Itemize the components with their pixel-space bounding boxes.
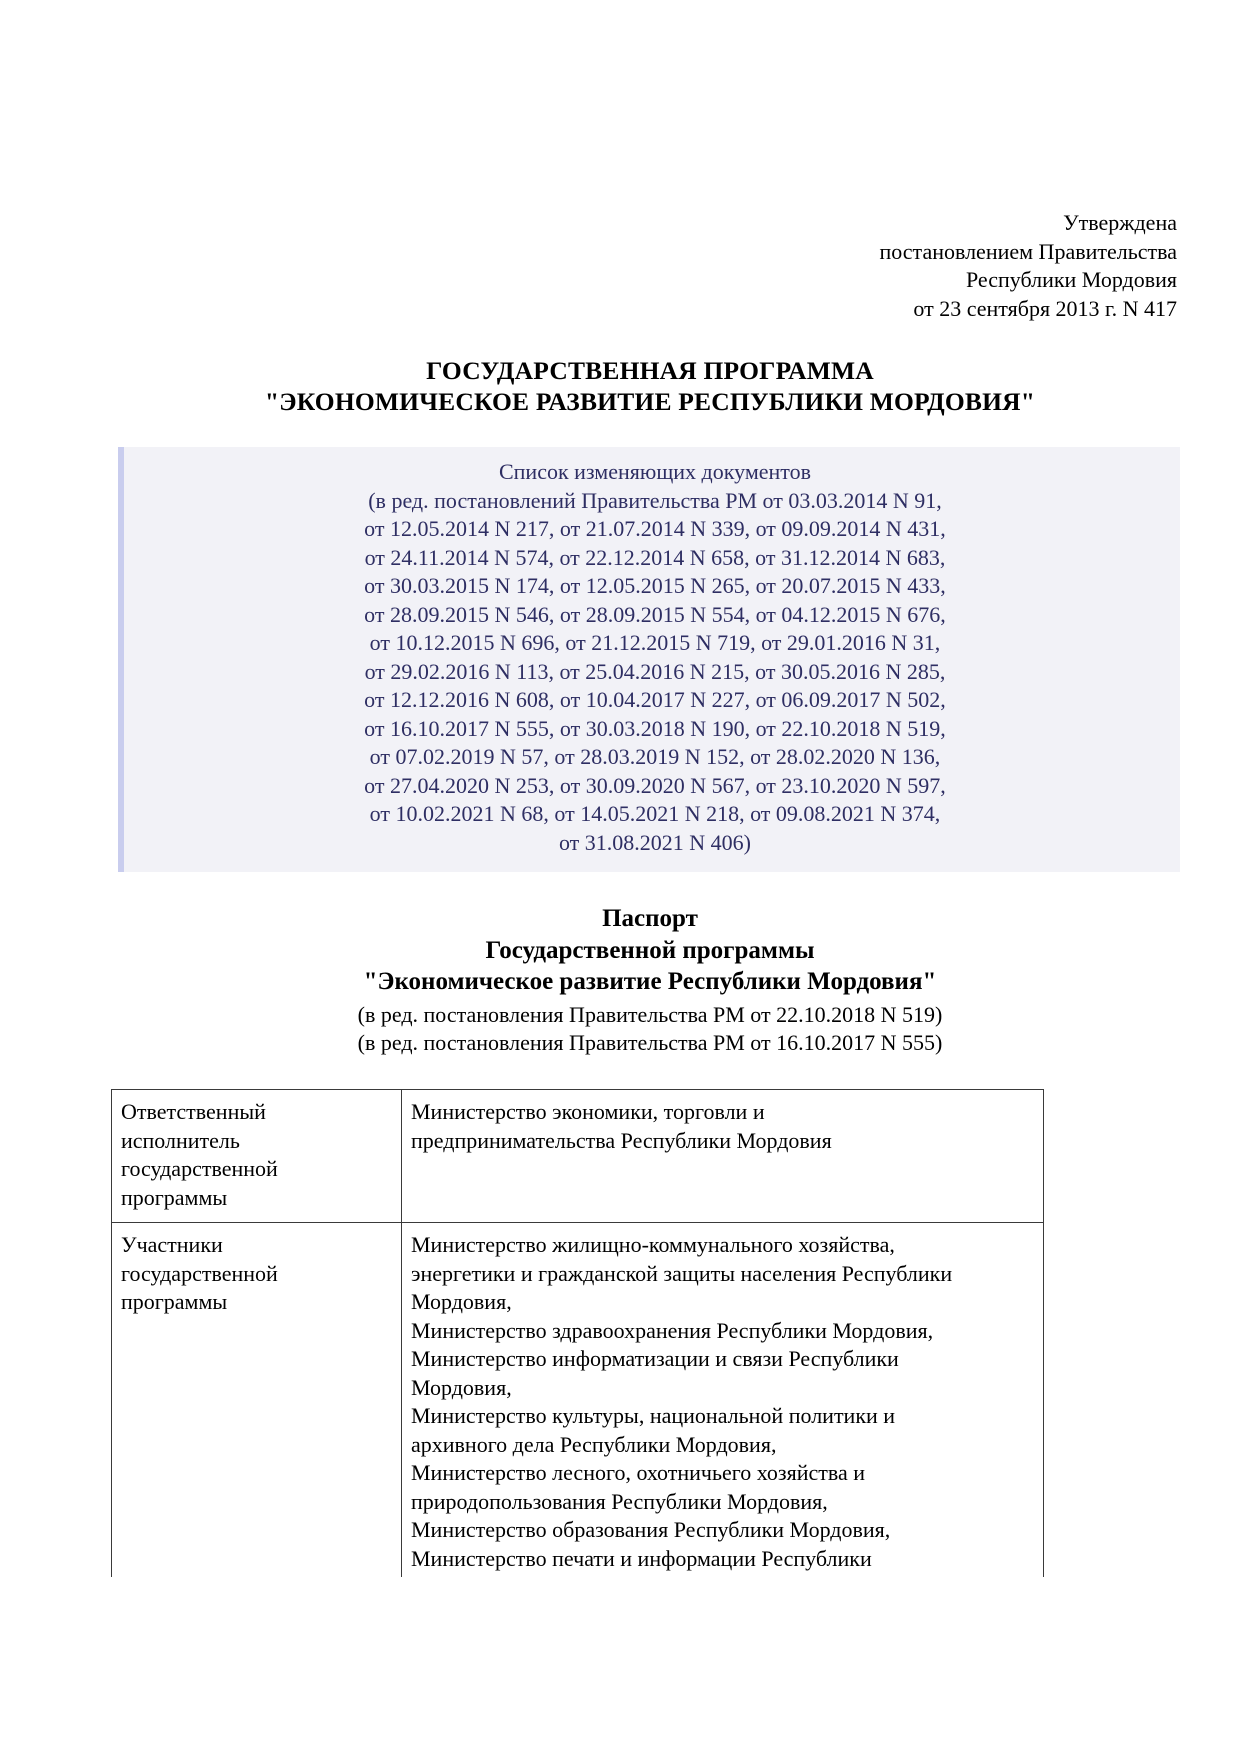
value-line: Министерство лесного, охотничьего хозяйства и bbox=[411, 1460, 866, 1485]
approval-line: от 23 сентября 2013 г. N 417 bbox=[913, 295, 1177, 321]
amendment-line: от 30.03.2015 N 174, от 12.05.2015 N 265, от 20.07.2015 N 433, bbox=[364, 573, 946, 598]
value-line: Министерство жилищно-коммунального хозяйства, bbox=[411, 1232, 895, 1257]
value-line: Министерство здравоохранения Республики Мордовия, bbox=[411, 1317, 934, 1343]
label-line: исполнитель bbox=[121, 1127, 240, 1153]
value-line: энергетики и гражданской защиты населения Республики bbox=[411, 1260, 953, 1286]
amendment-line: от 12.05.2014 N 217, от 21.07.2014 N 339, от 09.09.2014 N 431, bbox=[364, 516, 946, 541]
amendment-line: от 10.12.2015 N 696, от 21.12.2015 N 719, от 29.01.2016 N 31, bbox=[369, 630, 941, 655]
value-line: архивного дела Республики Мордовия, bbox=[411, 1431, 777, 1457]
amendment-line: от 07.02.2019 N 57, от 28.03.2019 N 152, от 28.02.2020 N 136, bbox=[369, 744, 941, 769]
passport-title bbox=[0, 903, 1240, 998]
amendment-line: от 29.02.2016 N 113, от 25.04.2016 N 215, от 30.05.2016 N 285, bbox=[364, 658, 946, 684]
label-line: программы bbox=[121, 1289, 228, 1314]
amendment-line: от 27.04.2020 N 253, от 30.09.2020 N 567, от 23.10.2020 N 597, bbox=[364, 772, 946, 798]
passport-title-line: Государственной программы bbox=[485, 936, 815, 964]
value-line: предпринимательства Республики Мордовия bbox=[411, 1127, 832, 1153]
amendment-line: от 28.09.2015 N 546, от 28.09.2015 N 554, от 04.12.2015 N 676, bbox=[364, 601, 946, 627]
label-line: Участники bbox=[121, 1232, 223, 1257]
passport-subtitle bbox=[0, 1001, 1240, 1057]
label-line: государственной bbox=[121, 1260, 278, 1286]
approval-block bbox=[879, 209, 1177, 323]
amendment-line: от 24.11.2014 N 574, от 22.12.2014 N 658, от 31.12.2014 N 683, bbox=[364, 544, 946, 570]
approval-line: Утверждена bbox=[1063, 210, 1177, 235]
approval-line: постановлением Правительства bbox=[879, 238, 1177, 264]
value-line: Министерство информатизации и связи Республики bbox=[411, 1346, 899, 1371]
amendment-line: от 31.08.2021 N 406) bbox=[558, 829, 752, 855]
value-line: Министерство печати и информации Республики bbox=[411, 1545, 872, 1571]
row-value-cell bbox=[402, 1223, 1044, 1578]
title-line: "ЭКОНОМИЧЕСКОЕ РАЗВИТИЕ РЕСПУБЛИКИ МОРДОВИЯ" bbox=[264, 387, 1036, 416]
document-title bbox=[0, 355, 1240, 417]
amendment-line: от 16.10.2017 N 555, от 30.03.2018 N 190, от 22.10.2018 N 519, bbox=[364, 715, 946, 741]
passport-table bbox=[111, 1089, 1044, 1577]
amendments-box bbox=[118, 447, 1180, 872]
value-line: природопользования Республики Мордовия, bbox=[411, 1488, 828, 1514]
title-line: ГОСУДАРСТВЕННАЯ ПРОГРАММА bbox=[426, 356, 874, 385]
value-line: Министерство образования Республики Мордовия, bbox=[411, 1517, 891, 1542]
amendments-heading: Список изменяющих документов bbox=[498, 459, 811, 484]
label-line: Ответственный bbox=[121, 1099, 266, 1124]
approval-line: Республики Мордовия bbox=[965, 267, 1177, 292]
passport-title-line: Паспорт bbox=[602, 905, 698, 932]
passport-title-line: "Экономическое развитие Республики Мордовия" bbox=[363, 968, 937, 995]
amendment-line: от 10.02.2021 N 68, от 14.05.2021 N 218, от 09.08.2021 N 374, bbox=[369, 801, 941, 826]
label-line: государственной bbox=[121, 1156, 278, 1181]
row-label-cell bbox=[112, 1223, 402, 1578]
value-line: Министерство культуры, национальной политики и bbox=[411, 1403, 896, 1428]
passport-edition-note: (в ред. постановления Правительства РМ от 22.10.2018 N 519) bbox=[357, 1002, 943, 1027]
table-row bbox=[112, 1090, 1044, 1223]
value-line: Мордовия, bbox=[411, 1374, 512, 1400]
row-label-cell bbox=[112, 1090, 402, 1223]
amendment-line: (в ред. постановлений Правительства РМ от 03.03.2014 N 91, bbox=[368, 487, 942, 513]
value-line: Министерство экономики, торговли и bbox=[411, 1099, 765, 1124]
value-line: Мордовия, bbox=[411, 1289, 512, 1314]
table-row bbox=[112, 1223, 1044, 1578]
amendments-text bbox=[124, 458, 1186, 857]
label-line: программы bbox=[121, 1184, 228, 1210]
passport-edition-note: (в ред. постановления Правительства РМ от 16.10.2017 N 555) bbox=[357, 1030, 943, 1055]
amendment-line: от 12.12.2016 N 608, от 10.04.2017 N 227, от 06.09.2017 N 502, bbox=[364, 687, 946, 712]
row-value-cell bbox=[402, 1090, 1044, 1223]
